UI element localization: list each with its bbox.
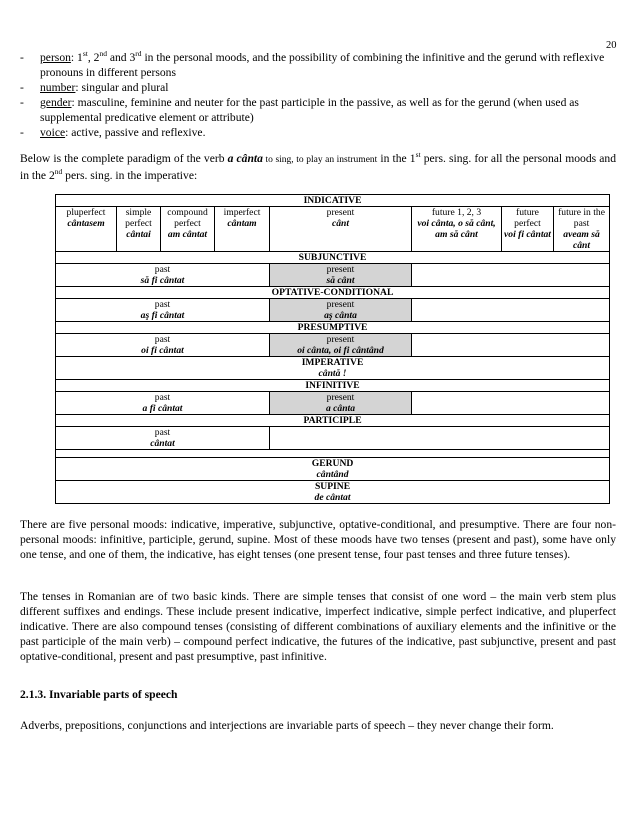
paragraph-moods: There are five personal moods: indicative, imperative, subjunctive, optative-conditional, and presumptive. There are four non-personal moods: infinitive, participle, gerund, supine. Most of these moods have two tenses (present and past), some have only one tense, and one of them, the indicative, has eight tenses (one present tense, four past tenses and three future tenses). — [20, 518, 616, 561]
feature-list — [20, 50, 616, 140]
table-cell — [412, 264, 610, 287]
table-cell: future 1, 2, 3 voi cânta, o să cânt, am să cânt — [412, 207, 502, 252]
mood-indicative: INDICATIVE — [56, 195, 610, 207]
mood-gerund: GERUND cântând — [56, 458, 610, 481]
table-row — [56, 334, 610, 357]
term-voice: voice — [40, 126, 66, 139]
table-row — [56, 357, 610, 380]
mood-supine: SUPINE de cântat — [56, 481, 610, 504]
page-number: 20 — [606, 40, 617, 51]
table-cell: present a cânta — [270, 392, 412, 415]
list-item: - person: 1st, 2nd and 3rd in the personal moods, and the possibility of combining the infinitive and the gerund with reflexive pronouns in different persons — [20, 49, 605, 79]
term-gender: gender — [40, 96, 72, 109]
table-cell — [412, 334, 610, 357]
table-row — [56, 427, 610, 450]
table-cell — [412, 299, 610, 322]
table-cell: past să fi cântat — [56, 264, 270, 287]
spacer-row — [56, 450, 610, 458]
table-cell: pluperfect cântasem — [56, 207, 117, 252]
mood-imperative: IMPERATIVE cântă ! — [56, 357, 610, 380]
term-number: number — [40, 81, 76, 94]
paradigm-table — [55, 194, 610, 504]
section-heading: 2.1.3. Invariable parts of speech — [20, 688, 178, 701]
intro-paragraph: Below is the complete paradigm of the verb a cânta to sing, to play an instrument in the 1st pers. sing. for all the personal moods and in the 2nd pers. sing. in the imperative: — [20, 150, 616, 182]
table-row — [56, 207, 610, 252]
table-cell — [270, 427, 610, 450]
table-row — [56, 458, 610, 481]
table-cell: future perfect voi fi cântat — [502, 207, 554, 252]
table-cell: past cântat — [56, 427, 270, 450]
table-cell: imperfect cântam — [215, 207, 270, 252]
table-row — [56, 392, 610, 415]
table-cell: present aş cânta — [270, 299, 412, 322]
table-cell: past oi fi cântat — [56, 334, 270, 357]
table-row — [56, 481, 610, 504]
table-cell: future in the past aveam să cânt — [554, 207, 610, 252]
table-cell: present oi cânta, oi fi cântând — [270, 334, 412, 357]
table-cell: present să cânt — [270, 264, 412, 287]
mood-presumptive: PRESUMPTIVE — [56, 322, 610, 334]
table-cell: present cânt — [270, 207, 412, 252]
table-cell: simple perfect cântai — [117, 207, 161, 252]
mood-infinitive: INFINITIVE — [56, 380, 610, 392]
paragraph-invariable: Adverbs, prepositions, conjunctions and interjections are invariable parts of speech – they never change their form. — [20, 719, 554, 732]
term-person: person — [40, 51, 71, 64]
mood-subjunctive: SUBJUNCTIVE — [56, 252, 610, 264]
list-item: - voice: active, passive and reflexive. — [20, 126, 206, 139]
table-cell: compound perfect am cântat — [161, 207, 215, 252]
paragraph-tenses: The tenses in Romanian are of two basic kinds. There are simple tenses that consist of one word – the main verb stem plus different suffixes and endings. These include present indicative, imperfect indicative, simple perfect indicative, and pluperfect indicative. There are also compound tenses (consisting of different combinations of auxiliary elements and the infinitive or the past participle of the main verb) – compound perfect indicative, the futures of the indicative, past subjunctive, present and past optative-conditional, present and past presumptive, past infinitive. — [20, 590, 616, 663]
table-cell: past aş fi cântat — [56, 299, 270, 322]
list-item: - gender: masculine, feminine and neuter for the past participle in the passive, as well as for the gerund (when used as supplemental predicative element or attribute) — [20, 96, 579, 124]
table-row — [56, 299, 610, 322]
table-cell: past a fi cântat — [56, 392, 270, 415]
table-row — [56, 264, 610, 287]
mood-participle: PARTICIPLE — [56, 415, 610, 427]
table-cell — [412, 392, 610, 415]
mood-optative: OPTATIVE-CONDITIONAL — [56, 287, 610, 299]
list-item: - number: singular and plural — [20, 81, 169, 94]
